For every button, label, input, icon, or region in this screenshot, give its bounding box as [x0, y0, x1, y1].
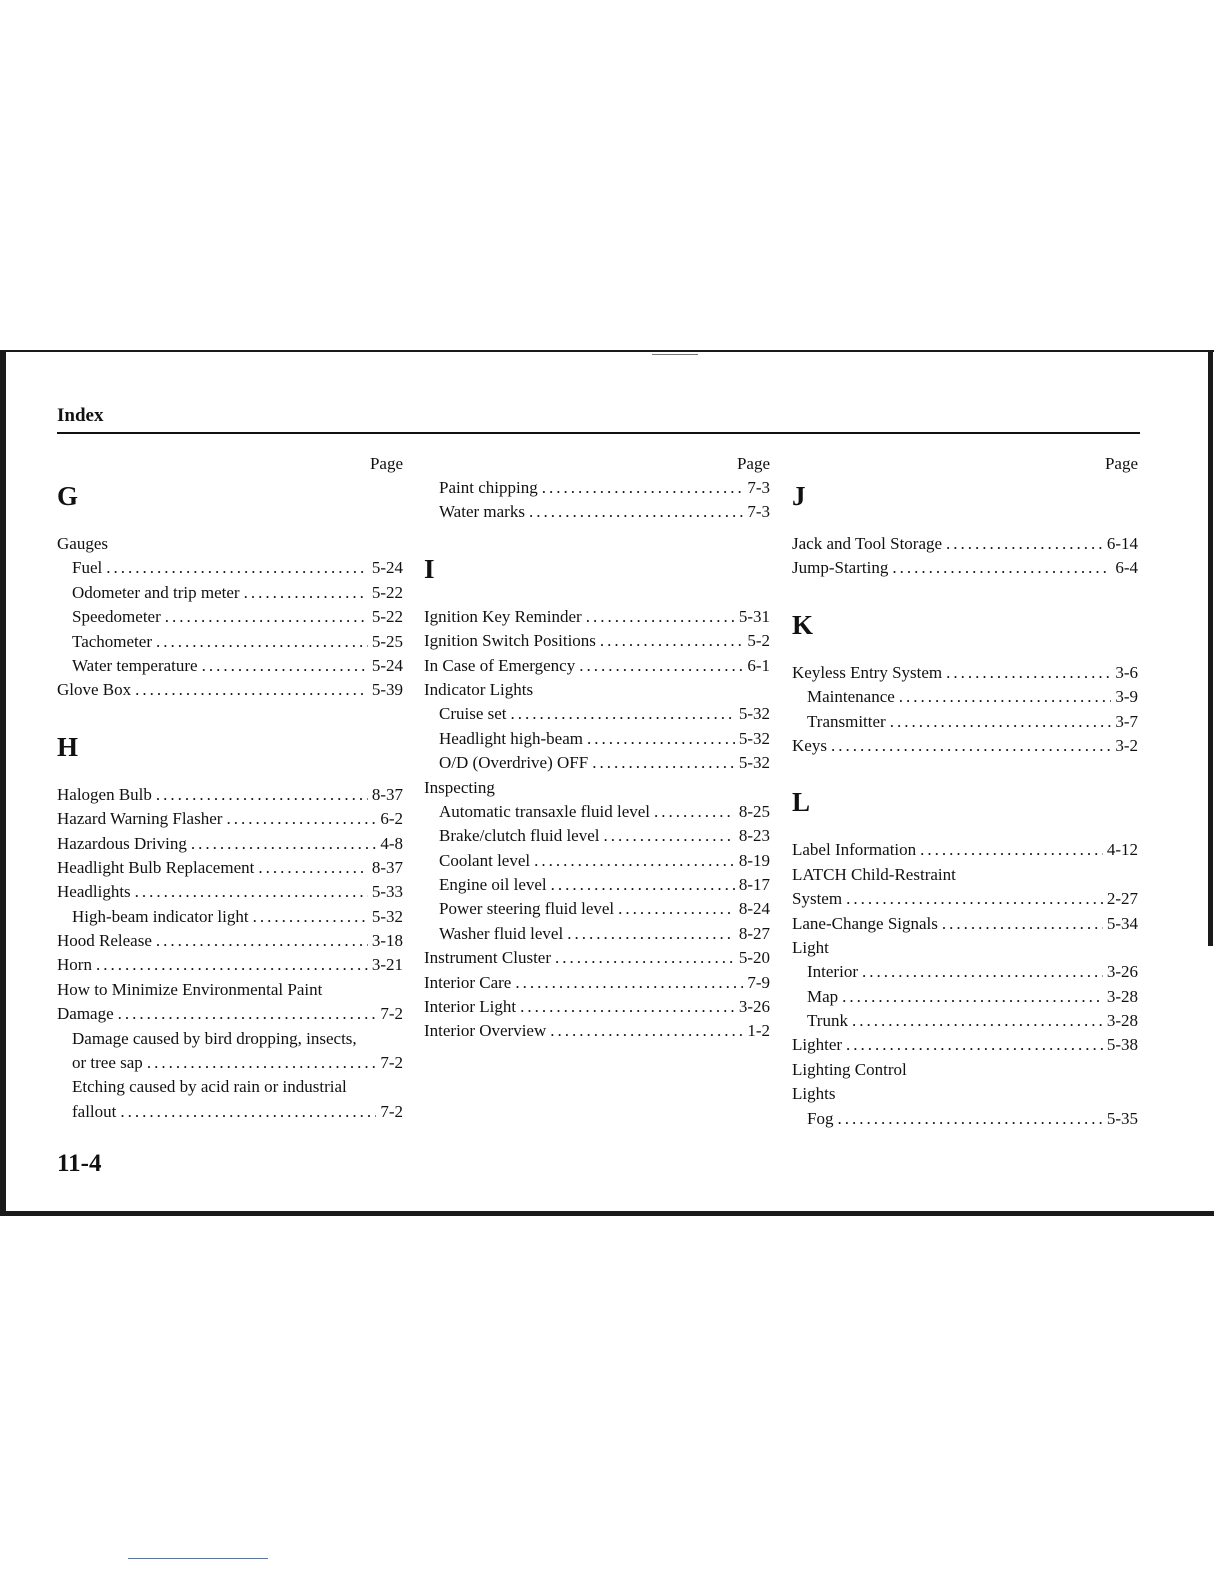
scan-artifact: [652, 354, 698, 355]
section-spacer: [792, 822, 1138, 838]
entry-label: Coolant level: [439, 850, 531, 870]
section-spacer: [424, 525, 770, 549]
section-spacer: [57, 516, 403, 532]
index-entry: [424, 776, 770, 800]
index-subentry: [424, 702, 770, 726]
dot-leader: [555, 946, 735, 970]
entry-page: 7-3: [747, 502, 770, 522]
entry-label: Jack and Tool Storage: [792, 534, 943, 553]
index-entry: [57, 783, 403, 807]
index-subentry: [424, 897, 770, 921]
dot-leader: [852, 1009, 1103, 1033]
dot-leader: [191, 832, 377, 856]
entry-page: 7-3: [747, 478, 770, 497]
section-spacer: [57, 703, 403, 727]
index-entry: [792, 661, 1138, 685]
entry-page: 6-2: [380, 809, 403, 829]
entry-page: 5-32: [738, 753, 770, 773]
entry-page: 5-31: [738, 606, 770, 626]
page-column-label: Page: [369, 454, 403, 473]
index-entry: [57, 929, 403, 953]
entry-label: Paint chipping: [439, 478, 538, 497]
section-letter: J: [792, 481, 806, 511]
entry-page: 5-2: [747, 631, 770, 651]
entry-label: Lighting Control: [792, 1059, 907, 1079]
dot-leader: [156, 630, 368, 654]
entry-page: 7-2: [380, 1053, 403, 1073]
index-subentry: [792, 710, 1138, 734]
section-letter: L: [792, 787, 811, 818]
index-entry: [792, 532, 1138, 556]
entry-page: 8-37: [371, 857, 403, 877]
entry-page: 3-26: [738, 997, 770, 1017]
dot-leader: [654, 800, 735, 824]
dot-leader: [147, 1051, 377, 1075]
entry-label: fallout: [72, 1101, 117, 1121]
entry-page: 8-23: [738, 826, 770, 846]
index-column-1: [57, 452, 403, 1124]
page-column-label: Page: [1104, 454, 1138, 473]
entry-label: Washer fluid level: [439, 923, 564, 943]
index-entry: [57, 807, 403, 831]
index-entry: [424, 971, 770, 995]
index-subentry: [57, 1051, 403, 1075]
entry-label: Gauges: [57, 534, 108, 553]
dot-leader: [106, 556, 368, 580]
entry-label: Lights: [792, 1084, 836, 1104]
frame-right-border: [1208, 350, 1213, 946]
index-entry: [424, 605, 770, 629]
entry-label: Trunk: [807, 1011, 848, 1031]
entry-label: Interior Care: [424, 972, 512, 992]
dot-leader: [226, 807, 376, 831]
dot-leader: [96, 953, 368, 977]
index-subentry: [57, 1100, 403, 1124]
entry-page: 5-22: [371, 582, 403, 602]
index-entry: [424, 995, 770, 1019]
dot-leader: [579, 654, 743, 678]
index-entry: [792, 734, 1138, 758]
frame-left-border: [0, 350, 6, 1216]
index-entry: [792, 556, 1138, 580]
dot-leader: [899, 685, 1112, 709]
entry-label: Damage: [57, 1004, 114, 1024]
dot-leader: [135, 880, 368, 904]
index-entry: [792, 863, 1138, 887]
entry-label: Jump-Starting: [792, 558, 889, 578]
entry-page: 3-21: [371, 955, 403, 975]
page-title: Index: [57, 405, 104, 426]
frame-top-border: [0, 350, 1214, 352]
index-entry: [57, 678, 403, 702]
header-rule: [57, 432, 1140, 434]
entry-label: LATCH Child-Restraint: [792, 864, 956, 884]
entry-page: 5-33: [371, 882, 403, 902]
index-entry: [792, 1082, 1138, 1106]
index-subentry: [792, 685, 1138, 709]
entry-label: O/D (Overdrive) OFF: [439, 753, 589, 773]
index-subentry: [792, 960, 1138, 984]
entry-label: Transmitter: [807, 711, 886, 731]
index-subentry: [57, 605, 403, 629]
index-subentry: [57, 581, 403, 605]
index-entry: [57, 880, 403, 904]
dot-leader: [946, 661, 1111, 685]
dot-leader: [202, 654, 368, 678]
entry-page: 3-26: [1106, 962, 1138, 982]
entry-page: 6-14: [1106, 534, 1138, 553]
index-entry: [424, 678, 770, 702]
entry-label: Water marks: [439, 502, 525, 522]
index-entry: [424, 629, 770, 653]
index-subentry: [792, 1009, 1138, 1033]
entry-label: Tachometer: [72, 631, 152, 651]
section-spacer: [424, 589, 770, 605]
dot-leader: [837, 1107, 1102, 1131]
dot-leader: [831, 734, 1111, 758]
entry-page: 4-8: [380, 833, 403, 853]
entry-label: High-beam indicator light: [72, 906, 249, 926]
index-subentry: [424, 727, 770, 751]
entry-label: Light: [792, 937, 829, 957]
dot-leader: [542, 476, 744, 500]
entry-label: Headlight Bulb Replacement: [57, 857, 255, 877]
dot-leader: [618, 897, 735, 921]
entry-page: 8-25: [738, 801, 770, 821]
dot-leader: [165, 605, 368, 629]
entry-page: 5-32: [738, 704, 770, 724]
section-letter: K: [792, 609, 814, 640]
dot-leader: [156, 783, 368, 807]
entry-page: 3-28: [1106, 986, 1138, 1006]
section-spacer: [792, 581, 1138, 605]
index-subentry: [57, 654, 403, 678]
dot-leader: [156, 929, 368, 953]
dot-leader: [534, 849, 735, 873]
dot-leader: [586, 605, 735, 629]
entry-label: Odometer and trip meter: [72, 582, 240, 602]
dot-leader: [600, 629, 743, 653]
section-spacer: [792, 758, 1138, 782]
index-subentry: [424, 751, 770, 775]
index-subentry: [792, 985, 1138, 1009]
index-subentry: [792, 1107, 1138, 1131]
entry-label: Engine oil level: [439, 875, 547, 895]
dot-leader: [942, 912, 1103, 936]
dot-leader: [551, 873, 735, 897]
entry-label: Water temperature: [72, 655, 198, 675]
page-column-label: Page: [736, 454, 770, 473]
entry-label: Damage caused by bird dropping, insects,: [72, 1028, 357, 1048]
index-entry: [792, 838, 1138, 862]
dot-leader: [118, 1002, 377, 1026]
dot-leader: [842, 985, 1103, 1009]
entry-label: Ignition Switch Positions: [424, 631, 596, 651]
entry-label: Interior Overview: [424, 1021, 547, 1041]
index-entry: [792, 912, 1138, 936]
index-subentry: [57, 630, 403, 654]
entry-page: 1-2: [747, 1021, 770, 1041]
index-subentry: [424, 500, 770, 524]
entry-page: 6-4: [1115, 558, 1138, 578]
entry-label: System: [792, 889, 843, 909]
index-entry: [57, 856, 403, 880]
section-letter: H: [57, 731, 79, 762]
index-subentry: [57, 1027, 403, 1051]
entry-label: Map: [807, 986, 839, 1006]
index-entry: [424, 1019, 770, 1043]
entry-page: 8-19: [738, 850, 770, 870]
dot-leader: [846, 887, 1103, 911]
entry-label: Fog: [807, 1108, 834, 1128]
dot-leader: [515, 971, 743, 995]
section-letter: G: [57, 481, 79, 511]
index-column-3: [792, 452, 1138, 1131]
entry-page: 5-24: [371, 655, 403, 675]
index-subentry: [424, 922, 770, 946]
entry-label: Power steering fluid level: [439, 899, 615, 919]
entry-page: 3-9: [1115, 687, 1138, 707]
entry-label: Etching caused by acid rain or industrial: [72, 1077, 347, 1097]
dot-leader: [946, 532, 1103, 556]
dot-leader: [511, 702, 735, 726]
index-subentry: [424, 824, 770, 848]
entry-page: 3-7: [1115, 711, 1138, 731]
section-letter: I: [424, 553, 435, 584]
dot-leader: [253, 905, 368, 929]
entry-label: Keyless Entry System: [792, 662, 943, 682]
page-number: 11-4: [57, 1150, 102, 1177]
entry-label: Instrument Cluster: [424, 948, 552, 968]
index-entry: [57, 1002, 403, 1026]
entry-label: or tree sap: [72, 1053, 143, 1073]
entry-page: 5-32: [738, 728, 770, 748]
entry-label: Horn: [57, 955, 92, 975]
index-entry: [57, 532, 403, 556]
dot-leader: [920, 838, 1103, 862]
footer-rule: [128, 1558, 268, 1559]
dot-leader: [846, 1033, 1103, 1057]
entry-label: Hood Release: [57, 931, 152, 951]
entry-label: Headlight high-beam: [439, 728, 583, 748]
index-subentry: [57, 905, 403, 929]
entry-label: How to Minimize Environmental Paint: [57, 979, 323, 999]
dot-leader: [890, 710, 1112, 734]
section-spacer: [792, 516, 1138, 532]
dot-leader: [587, 727, 735, 751]
entry-page: 5-25: [371, 631, 403, 651]
entry-page: 4-12: [1106, 840, 1138, 860]
entry-page: 8-24: [738, 899, 770, 919]
index-column-2: [424, 452, 770, 1044]
dot-leader: [567, 922, 735, 946]
index-subentry: [424, 476, 770, 500]
dot-leader: [592, 751, 735, 775]
index-entry: [792, 887, 1138, 911]
section-spacer: [792, 645, 1138, 661]
entry-page: 2-27: [1106, 889, 1138, 909]
dot-leader: [258, 856, 367, 880]
entry-label: Indicator Lights: [424, 679, 534, 699]
dot-leader: [135, 678, 368, 702]
index-subentry: [424, 800, 770, 824]
entry-page: 7-2: [380, 1101, 403, 1121]
index-entry: [792, 936, 1138, 960]
entry-page: 5-35: [1106, 1108, 1138, 1128]
entry-page: 8-37: [371, 784, 403, 804]
entry-page: 3-6: [1115, 662, 1138, 682]
dot-leader: [862, 960, 1103, 984]
entry-label: Automatic transaxle fluid level: [439, 801, 651, 821]
index-subentry: [424, 849, 770, 873]
entry-page: 5-20: [738, 948, 770, 968]
entry-label: Fuel: [72, 558, 103, 578]
entry-label: Cruise set: [439, 704, 507, 724]
dot-leader: [892, 556, 1111, 580]
dot-leader: [244, 581, 368, 605]
dot-leader: [550, 1019, 743, 1043]
entry-page: 8-17: [738, 875, 770, 895]
entry-page: 6-1: [747, 655, 770, 675]
entry-page: 5-24: [371, 558, 403, 578]
entry-label: Hazardous Driving: [57, 833, 187, 853]
index-entry: [57, 978, 403, 1002]
entry-page: 5-22: [371, 607, 403, 627]
entry-label: Interior Light: [424, 997, 517, 1017]
entry-label: Maintenance: [807, 687, 895, 707]
entry-page: 7-9: [747, 972, 770, 992]
entry-page: 5-32: [371, 906, 403, 926]
index-entry: [57, 953, 403, 977]
index-entry: [792, 1033, 1138, 1057]
entry-label: Headlights: [57, 882, 131, 902]
entry-page: 5-34: [1106, 913, 1138, 933]
entry-label: Speedometer: [72, 607, 161, 627]
dot-leader: [604, 824, 735, 848]
index-subentry: [424, 873, 770, 897]
dot-leader: [120, 1100, 376, 1124]
entry-page: 3-18: [371, 931, 403, 951]
entry-label: Lighter: [792, 1035, 843, 1055]
frame-bottom-border: [0, 1211, 1214, 1216]
entry-label: Hazard Warning Flasher: [57, 809, 223, 829]
index-entry: [424, 946, 770, 970]
section-spacer: [57, 767, 403, 783]
entry-page: 3-2: [1115, 735, 1138, 755]
dot-leader: [529, 500, 743, 524]
index-subentry: [57, 556, 403, 580]
entry-page: 3-28: [1106, 1011, 1138, 1031]
entry-label: Lane-Change Signals: [792, 913, 938, 933]
entry-label: Interior: [807, 962, 858, 982]
index-entry: [792, 1058, 1138, 1082]
entry-label: Halogen Bulb: [57, 784, 152, 804]
entry-label: In Case of Emergency: [424, 655, 576, 675]
index-subentry: [57, 1075, 403, 1099]
entry-label: Brake/clutch fluid level: [439, 826, 600, 846]
entry-page: 7-2: [380, 1004, 403, 1024]
index-entry: [57, 832, 403, 856]
entry-label: Ignition Key Reminder: [424, 606, 582, 626]
entry-label: Label Information: [792, 840, 917, 860]
entry-page: 5-38: [1106, 1035, 1138, 1055]
entry-page: 8-27: [738, 923, 770, 943]
index-entry: [424, 654, 770, 678]
entry-label: Inspecting: [424, 777, 495, 797]
entry-page: 5-39: [371, 680, 403, 700]
dot-leader: [520, 995, 735, 1019]
entry-label: Keys: [792, 735, 827, 755]
entry-label: Glove Box: [57, 680, 132, 700]
